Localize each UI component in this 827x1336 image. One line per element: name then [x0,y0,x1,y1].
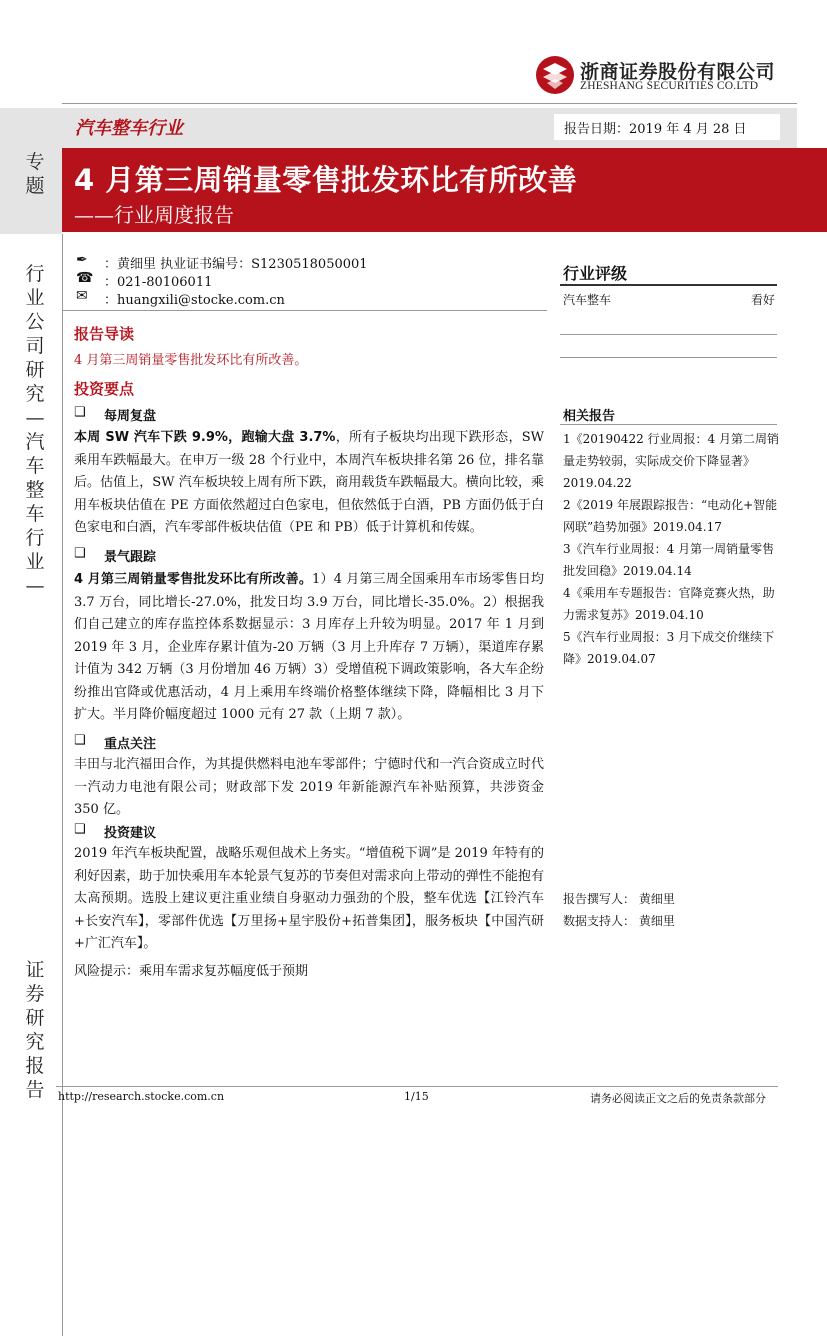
page-title: 4 月第三周销量零售批发环比有所改善 [74,163,578,197]
footer-url[interactable]: http://research.stocke.com.cn [58,1090,225,1103]
related-item[interactable]: 2《2019 年展跟踪报告：“电动化+智能网联”趋势加强》2019.04.17 [563,498,778,534]
related-item[interactable]: 3《汽车行业周报：4 月第一周销量零售批发回稳》2019.04.14 [563,542,775,578]
page-subtitle: ——行业周度报告 [74,203,234,227]
phone-line: ：021-80106011 [104,275,213,290]
section-body: 丰田与北汽福田合作，为其提供燃料电池车零部件；宁德时代和一汽合资成立时代一汽动力电池有限公司；财政部下发 2019 年新能源汽车补贴预算，共涉资金 350 亿。 [74,757,544,817]
report-writer: 报告撰写人： 黄细里 [563,892,675,906]
header-divider [62,103,797,104]
section-title: 重点关注 [104,737,157,752]
rating-value: 看好 [751,293,776,307]
footer-divider [56,1086,778,1087]
company-name-en: ZHESHANG SECURITIES CO.LTD [580,80,759,92]
rating-title: 行业评级 [563,264,628,283]
company-name-cn: 浙商证券股份有限公司 [580,61,776,83]
section-body: 4 月第三周销量零售批发环比有所改善。1）4 月第三周全国乘用车市场零售日均 3.7 万台，同比增长-27.0%，批发日均 3.9 万台，同比增长-35.0%。2）根据我们自己建立的库存监控体系数据显示：3 月库存上升较为明显。2017 年 1 月到 2019 年 3 月，企业库存累计值为-20 万辆（3 月上升库存 7 万辆），渠道库存累计值为 342 万辆（3 月份增加 46 万辆）3）受增值税下调政策影响，各大车企纷纷推出官降或优惠活动，4 月上乘用车终端价格整体继续下降，降幅相比 3 月下扩大。半月降价幅度超过 1000 元有 27 款（上期 7 款）。 [74,572,544,722]
company-logo-icon [535,55,575,95]
rating-line [560,357,777,358]
left-divider [62,234,63,1336]
report-date: 报告日期：2019 年 4 月 28 日 [564,122,747,137]
related-divider [560,424,777,425]
email-line: ：huangxili@stocke.com.cn [104,293,285,308]
bullet-square-icon: ❑ [74,822,86,837]
bullet-square-icon: ❑ [74,733,86,748]
risk-warning: 风险提示：乘用车需求复苏幅度低于预期 [74,964,309,979]
section-title: 每周复盘 [104,409,157,424]
related-item[interactable]: 1《20190422 行业周报：4 月第二周销量走势较弱，实际成交价下降显著》2019.04.22 [563,432,779,490]
section-title: 投资建议 [104,826,157,841]
email-icon: ✉ [76,288,88,304]
author-line: ：黄细里 执业证书编号：S1230518050001 [104,257,368,272]
related-item[interactable]: 4《乘用车专题报告：官降竞赛火热，助力需求复苏》2019.04.10 [563,586,775,622]
rating-line [560,334,777,335]
section-body: 2019 年汽车板块配置，战略乐观但战术上务实。“增值税下调”是 2019 年特有的利好因素，助于加快乘用车本轮景气复苏的节奏但对需求向上带动的弹性不能抱有太高预期。选股上建议更注重业绩自身驱动力强劲的个股，整车优选【江铃汽车+长安汽车】，零部件优选【万里扬+星宇股份+拓普集团】，服务板块【中国汽研+广汇汽车】。 [74,846,544,951]
section-title: 景气跟踪 [104,550,157,565]
phone-icon: ☎ [76,270,94,286]
author-divider [62,310,547,311]
rating-divider [560,284,777,286]
industry-label: 汽车整车行业 [75,118,183,139]
bullet-square-icon: ❑ [74,546,86,561]
data-supporter: 数据支持人： 黄细里 [563,914,675,928]
page-number: 1/15 [404,1090,429,1103]
pen-icon: ✒ [76,252,88,268]
key-points-heading: 投资要点 [74,380,135,398]
side-label-research: 行业公司研究—汽车整车行业— [25,263,45,597]
section-body: 本周 SW 汽车下跌 9.9%，跑输大盘 3.7%，所有子板块均出现下跌形态，SW 乘用车跌幅最大。在申万一级 28 个行业中，本周汽车板块排名第 26 位，排名靠后。估值上，SW 汽车板块较上周有所下跌，商用载货车跌幅最大。横向比较，乘用车板块估值在 PE 方面依然超过白色家电，但依然低于白酒，PB 方面仍低于白色家电和白酒，汽车零部件板块估值（PE 和 PB）低于计算机和传媒。 [74,430,544,535]
side-label-report: 证券研究报告 [25,959,45,1101]
intro-text: 4 月第三周销量零售批发环比有所改善。 [74,353,308,368]
footer-disclaimer: 请务必阅读正文之后的免责条款部分 [590,1092,766,1105]
intro-heading: 报告导读 [74,325,135,343]
side-label-topic: 专题 [25,151,45,197]
related-heading: 相关报告 [563,409,616,424]
rating-sector: 汽车整车 [563,293,612,307]
related-item[interactable]: 5《汽车行业周报：3 月下成交价继续下降》2019.04.07 [563,630,775,666]
bullet-square-icon: ❑ [74,405,86,420]
